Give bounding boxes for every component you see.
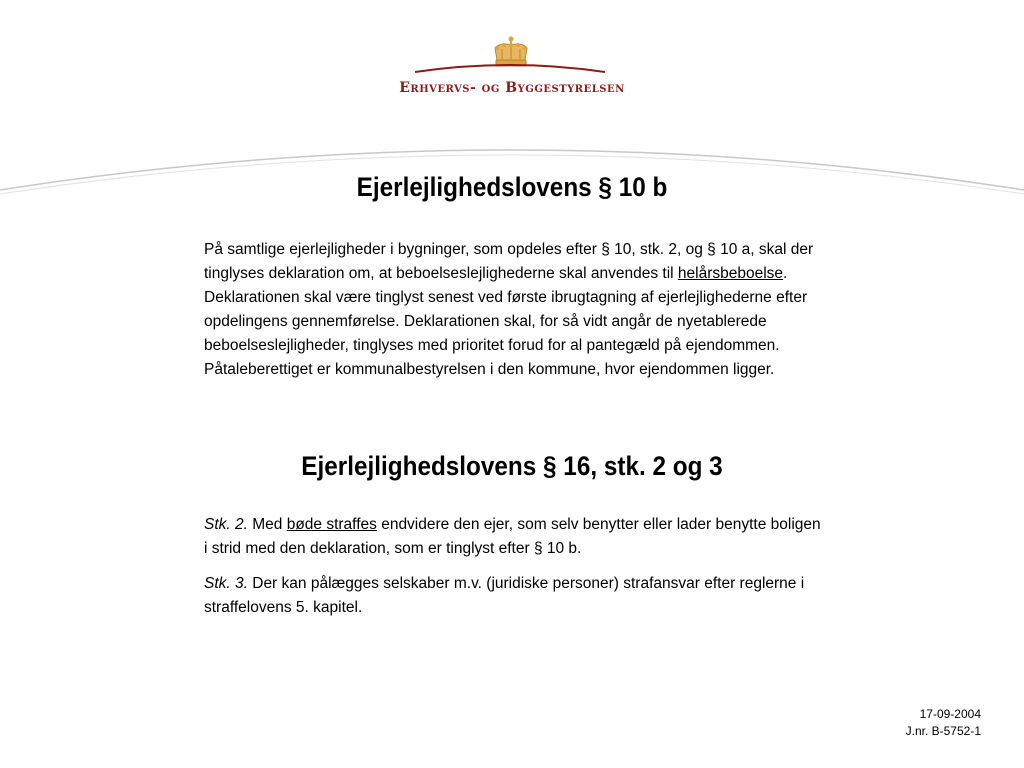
stk2-label: Stk. 2. (204, 516, 248, 533)
stk3-label: Stk. 3. (204, 575, 248, 592)
stk3-paragraph (204, 572, 824, 620)
logo-text: Erhvervs- og Byggestyrelsen (399, 80, 625, 96)
section-10b-text-end: . Deklarationen skal være tinglyst senest ved første ibrugtagning af ejerlejlighederne efter opdelingens gennemførelse. Deklarationen skal, for så vidt angår de nyetablerede beboelseslejligheder, tinglyses med prioritet forud for al pantegæld på ejendommen. Påtaleberettiget er kommunalbestyrelsen i den kommune, hvor ejendommen ligger. (204, 265, 808, 378)
footer-date: 17-09-2004 (919, 707, 981, 721)
bode-straffes-link[interactable]: bøde straffes (286, 516, 377, 533)
stk3-text: Der kan pålægges selskaber m.v. (juridiske personer) strafansvar efter reglerne i straffelovens 5. kapitel. (204, 575, 805, 616)
helaarsbeboelse-link[interactable]: helårsbeboelse (677, 265, 784, 282)
stk2-paragraph (204, 513, 824, 561)
section-title-16: Ejerlejlighedslovens § 16, stk. 2 og 3 (301, 451, 723, 481)
logo-swoosh (415, 58, 605, 78)
footer-journal-number: J.nr. B-5752-1 (905, 724, 981, 738)
stk2-text-start: Med (247, 516, 287, 533)
section-10b-text-start: På samtlige ejerlejligheder i bygninger, som opdeles efter § 10, stk. 2, og § 10 a, skal der tinglyses deklaration om, at beboelseslejlighederne skal anvendes til (204, 241, 814, 282)
section-10b-text (204, 238, 824, 382)
stk2-text-end: endvidere den ejer, som selv benytter eller lader benytte boligen i strid med den deklaration, som er tinglyst efter § 10 b. (204, 516, 821, 557)
section-title-10b: Ejerlejlighedslovens § 10 b (356, 172, 668, 202)
